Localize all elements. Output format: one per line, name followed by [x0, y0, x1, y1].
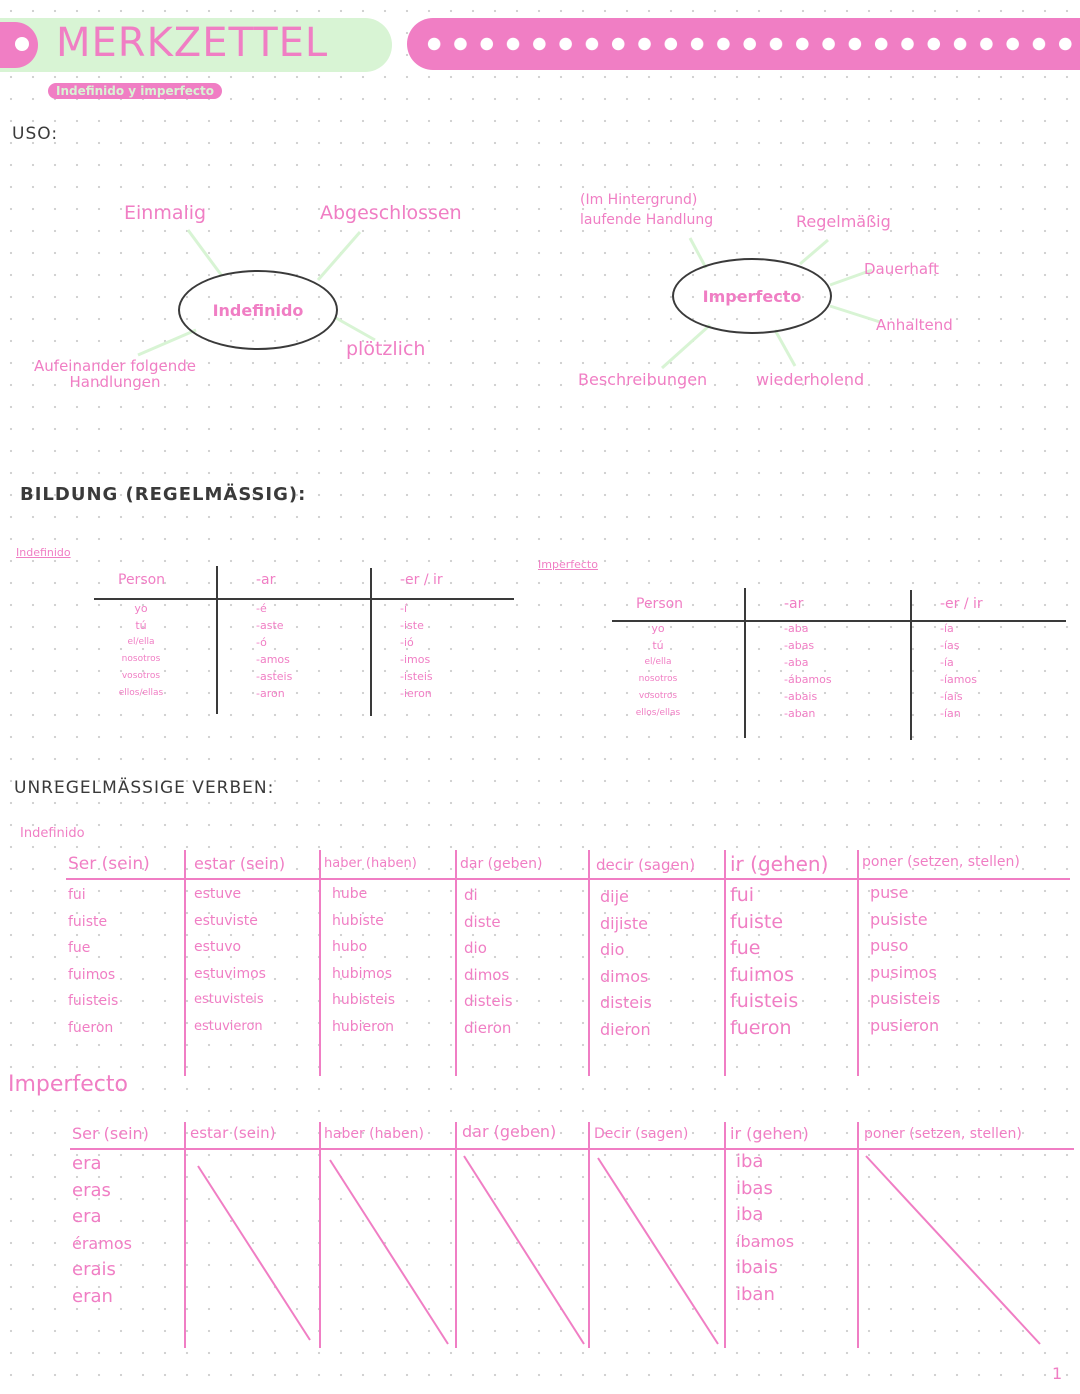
- irr-imp-col-decir: Decir (sagen): [594, 1126, 689, 1142]
- table-divider: [910, 590, 912, 740]
- branch-anhaltend: Anhaltend: [876, 316, 953, 334]
- table-divider: [184, 850, 186, 1076]
- uso-heading: USO:: [12, 124, 59, 144]
- irr-imp-col-haber: haber (haben): [324, 1126, 424, 1142]
- branch-dauerhaft: Dauerhaft: [864, 260, 939, 278]
- person-column: Person yo tú el/ella nosotros vosotros ellos/ellas: [635, 596, 684, 718]
- er-ir-column: -er / ir -í -iste -ió -imos -isteis -ieron: [400, 572, 443, 700]
- irr-imp-col-estar: estar (sein): [190, 1124, 276, 1142]
- indefinido-node: Indefinido: [178, 270, 338, 350]
- branch-regelmaessig: Regelmäßig: [796, 212, 891, 231]
- person-column: Person yo tú el/ella nosotros vosotros ellos/ellas: [118, 572, 166, 698]
- imperfecto-regular-table: [612, 596, 1066, 746]
- ar-column: -ar -é -aste -ó -amos -asteis -aron: [256, 572, 293, 700]
- table-divider: [724, 850, 726, 1076]
- irr-imp-col-poner: poner (setzen, stellen): [864, 1126, 1022, 1142]
- irr-imp-col-ser: Ser (sein) era eras era éramos erais eran: [72, 1124, 149, 1307]
- table-divider: [744, 588, 746, 738]
- branch-wiederholend: wiederholend: [756, 370, 865, 389]
- branch-beschreibungen: Beschreibungen: [578, 370, 708, 389]
- indefinido-regular-label: Indefinido: [16, 546, 71, 559]
- table-divider: [857, 850, 859, 1076]
- table-divider: [455, 1122, 457, 1348]
- irr-indef-col-dar: dar (geben) di diste dio dimos disteis dieron: [460, 856, 543, 1037]
- irr-indef-col-ir: ir (gehen) fui fuiste fue fuimos fuisteis fueron: [730, 852, 829, 1039]
- table-divider: [857, 1122, 859, 1348]
- table-divider: [455, 850, 457, 1076]
- table-divider: [319, 850, 321, 1076]
- table-divider: [588, 1122, 590, 1348]
- table-divider: [588, 850, 590, 1076]
- table-divider: [370, 568, 372, 716]
- table-divider: [184, 1122, 186, 1348]
- imperfecto-node: Imperfecto: [672, 258, 832, 334]
- irregular-imperfecto-label: Imperfecto: [8, 1072, 128, 1097]
- irr-imp-col-dar: dar (geben): [462, 1122, 557, 1141]
- irr-indef-col-ser: Ser (sein) fui fuiste fue fuimos fuisteis fueron: [68, 854, 150, 1036]
- page-subtitle: Indefinido y imperfecto: [48, 83, 222, 99]
- table-divider: [724, 1122, 726, 1348]
- irr-indef-col-poner: poner (setzen, stellen) puse pusiste puso pusimos pusisteis pusieron: [862, 854, 1020, 1035]
- irregular-indefinido-label: Indefinido: [20, 826, 85, 841]
- imperfecto-regular-label: Imperfecto: [538, 558, 598, 571]
- branch-laufende-handlung: (Im Hintergrund) laufende Handlung: [580, 192, 714, 228]
- irregular-heading: UNREGELMÄSSIGE VERBEN:: [14, 778, 275, 798]
- irr-indef-col-estar: estar (sein) estuve estuviste estuvo estuvimos estuvisteis estuvieron: [194, 854, 286, 1034]
- indefinido-regular-table: [94, 572, 514, 717]
- branch-abgeschlossen: Abgeschlossen: [320, 202, 462, 224]
- page-number: 1: [1052, 1364, 1063, 1383]
- er-ir-column: -er / ir -ía -ías -ía -íamos -íais -ían: [940, 596, 983, 720]
- table-divider: [216, 566, 218, 714]
- branch-einmalig: Einmalig: [124, 202, 207, 224]
- ar-column: -ar -aba -abas -aba -ábamos -abais -aban: [784, 596, 832, 720]
- irr-imp-col-ir: ir (gehen) iba ibas iba íbamos ibais iban: [730, 1124, 809, 1305]
- branch-ploetzlich: plötzlich: [346, 338, 426, 360]
- bildung-heading: BILDUNG (REGELMÄSSIG):: [20, 484, 307, 505]
- page-title: MERKZETTEL: [56, 20, 329, 66]
- irr-indef-col-haber: haber (haben) hube hubiste hubo hubimos hubisteis hubieron: [324, 856, 417, 1035]
- table-divider: [319, 1122, 321, 1348]
- branch-aufeinander-folgende: Aufeinander folgende Handlungen: [34, 357, 196, 391]
- table-rule: [70, 1148, 1074, 1150]
- irr-indef-col-decir: decir (sagen) dije dijiste dio dimos disteis dieron: [596, 856, 696, 1039]
